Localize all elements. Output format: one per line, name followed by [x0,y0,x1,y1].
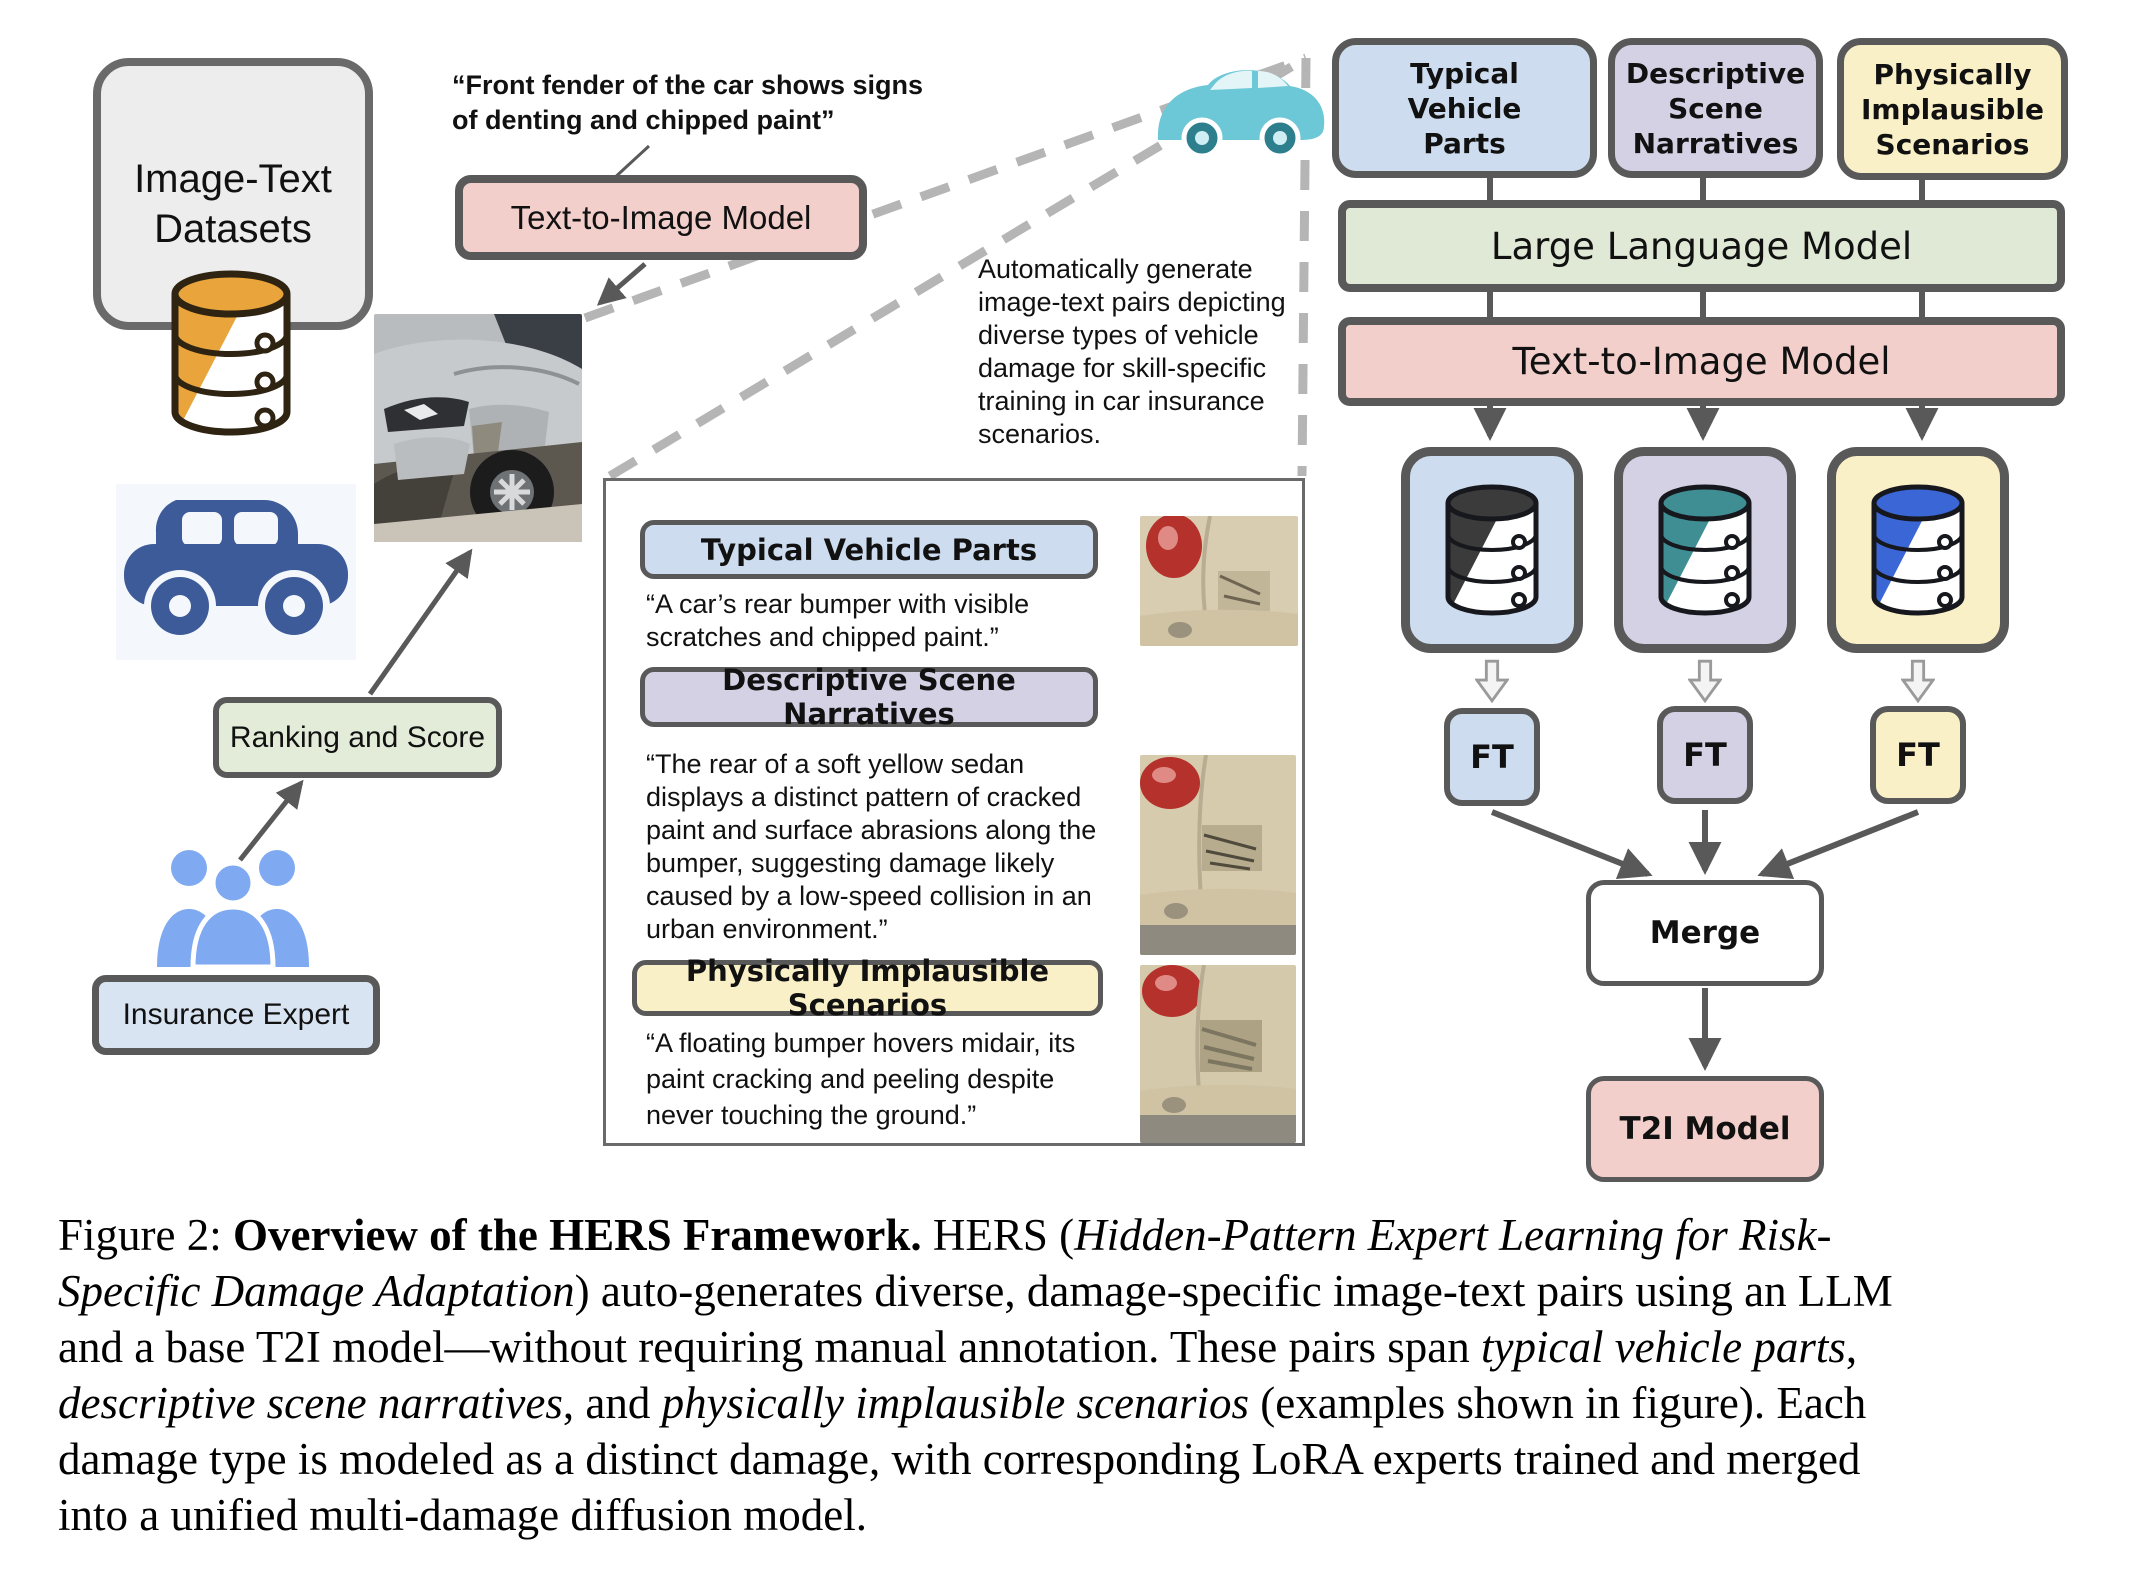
expert-database-icon-teal [1653,482,1757,618]
descriptive-scene-narratives-example-image [1140,755,1296,955]
ft-box-implausible: FT [1870,706,1966,804]
hollow-down-arrow-icon-3 [1901,658,1935,704]
expert-dataset-box-descriptive [1614,447,1796,653]
generated-damaged-car-photo [374,314,582,542]
typical-vehicle-parts-quote: “A car’s rear bumper with visible scratches and chipped paint.” [646,589,1030,652]
insurance-expert-label: Insurance Expert [122,998,350,1031]
expert-database-icon-dark [1440,482,1544,618]
ranking-and-score-box [213,697,502,778]
descriptive-scene-narratives-quote: “The rear of a soft yellow sedan displays a distinct pattern of cracked paint and surface abrasions along the bumper, suggesting damage likely caused by a low-speed collision in an urban environment.” [646,749,1097,944]
skill-box-descriptive-scene-narratives: Descriptive Scene Narratives [1608,38,1823,178]
physically-implausible-scenarios-quote: “A floating bumper hovers midair, its paint cracking and peeling despite never touching the ground.” [646,1028,1076,1130]
people-group-icon [145,843,321,967]
insurance-expert-box [92,975,380,1055]
merge-box: Merge [1586,880,1824,986]
auto-generate-annotation: Automatically generate image-text pairs depicting diverse types of vehicle damage for skill-specific training in car insurance scenarios. [978,254,1286,449]
ft-box-descriptive: FT [1657,706,1753,804]
navy-car-icon [116,484,356,660]
physically-implausible-scenarios-header: Physically Implausible Scenarios [632,960,1103,1016]
text-to-image-model-box-right: Text-to-Image Model [1338,317,2065,406]
expert-dataset-box-typical [1401,447,1583,653]
hollow-down-arrow-icon-2 [1688,658,1722,704]
figure-caption: Figure 2: Overview of the HERS Framework. HERS (Hidden-Pattern Expert Learning for Risk- Specific Damage Adaptation) auto-generates diverse, damage-specific image-text pairs using an LLM and a base T2I model—without requiring manual annotation. These pairs span typical vehicle parts, descriptive scene narratives, and physically implausible scenarios (examples shown in figure). Each damage type is modeled as a distinct damage, with corresponding LoRA experts trained and merged into a unified multi-damage diffusion model. [58,1210,1893,1540]
descriptive-scene-narratives-header: Descriptive Scene Narratives [640,667,1098,727]
expert-dataset-box-implausible [1827,447,2009,653]
ranking-and-score-label: Ranking and Score [229,720,486,754]
orange-database-icon [165,268,298,440]
text-to-image-model-label-left: Text-to-Image Model [510,198,812,236]
large-language-model-box: Large Language Model [1338,200,2065,292]
physically-implausible-scenarios-example-image [1140,965,1296,1143]
typical-vehicle-parts-header: Typical Vehicle Parts [640,520,1098,579]
skill-box-typical-vehicle-parts: Typical Vehicle Parts [1332,38,1597,178]
expert-database-icon-blue [1866,482,1970,618]
ft-box-typical: FT [1444,708,1540,806]
prompt-quote: “Front fender of the car shows signs of denting and chipped paint” [452,70,924,135]
teal-car-icon [1150,58,1332,162]
skill-box-physically-implausible-scenarios: Physically Implausible Scenarios [1837,38,2068,180]
t2i-model-box: T2I Model [1586,1076,1824,1182]
hollow-down-arrow-icon-1 [1475,658,1509,704]
typical-vehicle-parts-example-image [1140,516,1298,646]
text-to-image-model-box-left [455,175,867,260]
image-text-datasets-label: Image-Text Datasets [134,157,332,251]
